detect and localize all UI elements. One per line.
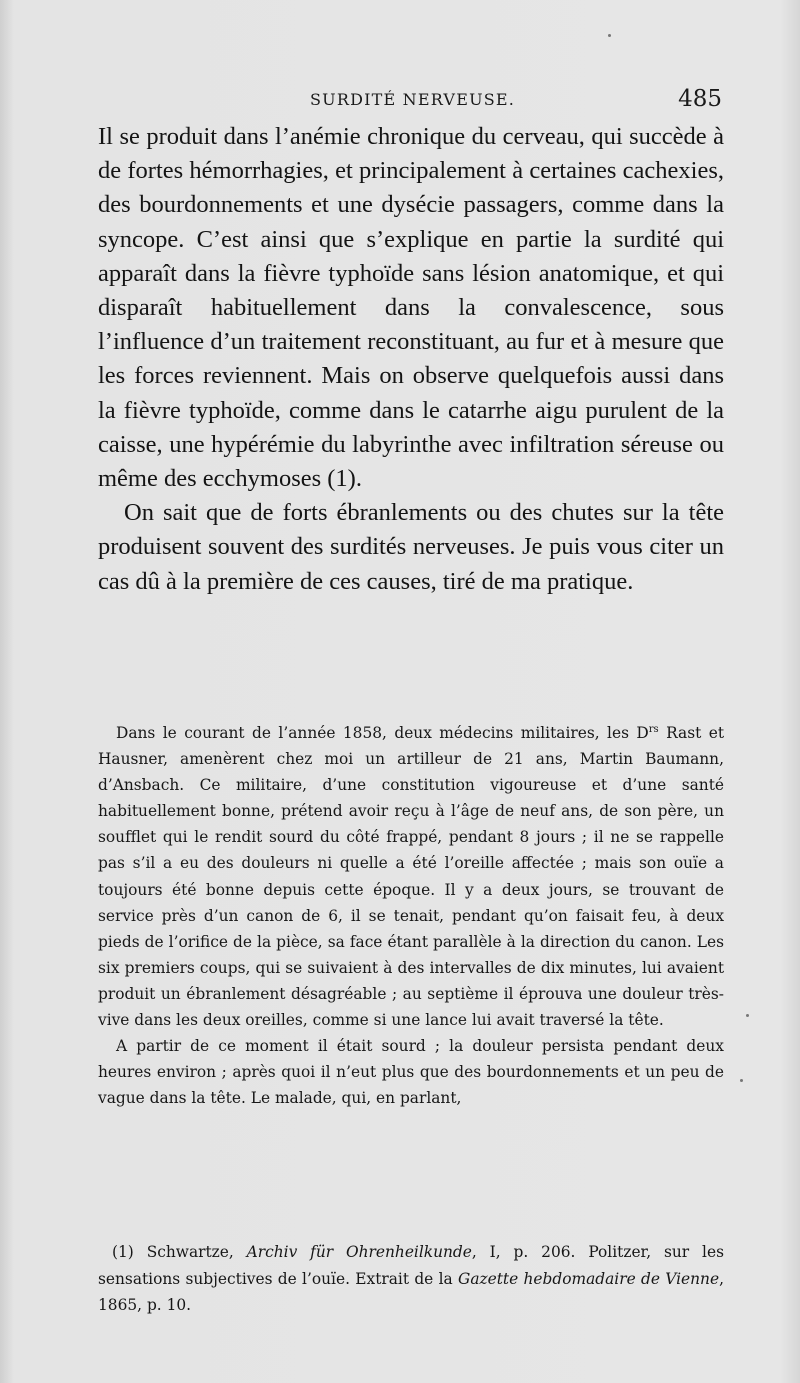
running-head xyxy=(98,86,724,116)
main-text xyxy=(98,120,724,599)
footnote-text xyxy=(98,1239,724,1319)
case-p1-rest: Rast et Hausner, amenèrent chez moi un artilleur de 21 ans, Martin Baumann, d’Ansbach. Ce militaire, d’une constitution vigoureuse et d’une santé habituellement bonne, prétend avoir reçu à l’âge de neuf ans, de son père, un soufflet qui le rendit sourd du côté frappé, pendant 8 jours ; il ne se rappelle pas s’il a eu des douleurs ni quelle a été l’oreille affectée ; mais son ouïe a toujours été bonne depuis cette époque. Il y a deux jours, se trouvant de service près d’un canon de 6, il se tenait, pendant qu’on faisait feu, à deux pieds de l’orifice de la pièce, sa face étant parallèle à la direction du canon. Les six premiers coups, qui se suivaient à des intervalles de dix minutes, lui avaient produit un ébranlement désagréable ; au septième il éprouva une douleur très-vive dans les deux oreilles, comme si une lance lui avait traversé la tête. xyxy=(98,724,724,1030)
case-report xyxy=(98,717,724,1111)
footnote-marker: (1) xyxy=(112,1243,134,1261)
running-title: SURDITÉ NERVEUSE. xyxy=(310,90,516,109)
case-p1-lead: Dans le courant de l’année 1858, deux médecins militaires, les D xyxy=(116,724,649,742)
footnote-end: , 1865, p. 10. xyxy=(98,1269,724,1314)
paragraph-anemia: Il se produit dans l’anémie chronique du cerveau, qui succède à de fortes hémorrhagies, et principalement à certaines cachexies, des bourdonnements et une dysécie passagers, comme dans la syncope. C’est ainsi que s’explique en partie la surdité qui apparaît dans la fièvre typhoïde sans lésion anatomique, et qui disparaît habituellement dans la convalescence, sous l’influence d’un traitement reconstituant, au fur et à mesure que les forces reviennent. Mais on observe quelquefois aussi dans la fièvre typhoïde, comme dans le catarrhe aigu purulent de la caisse, une hypérémie du labyrinthe avec infiltration séreuse ou même des ecchymoses (1). xyxy=(98,123,724,493)
case-paragraph-1 xyxy=(98,717,724,1033)
case-paragraph-2: A partir de ce moment il était sourd ; la douleur persista pendant deux heures environ ; après quoi il n’eut plus que des bourdonnements et un peu de vague dans la tête. Le malade, qui, en parlant, xyxy=(98,1037,724,1108)
case-p1-superscript: rs xyxy=(648,724,659,735)
paragraph-shocks: On sait que de forts ébranlements ou des chutes sur la tête produisent souvent des surdités nerveuses. Je puis vous citer un cas dû à la première de ces causes, tiré de ma pratique. xyxy=(98,499,724,595)
paper-speck xyxy=(740,1079,743,1082)
page-number: 485 xyxy=(678,86,722,112)
paper-speck xyxy=(608,34,611,37)
footnote xyxy=(98,1239,724,1319)
footnote-journal: Archiv für Ohrenheilkunde xyxy=(246,1243,472,1261)
footnote-mid: , I, p. 206. Politzer, sur les sensations subjectives de l’ouïe. Extrait de la xyxy=(98,1243,724,1288)
paper-speck xyxy=(746,1014,749,1017)
footnote-gazette: Gazette hebdomadaire de Vienne xyxy=(458,1269,720,1288)
footnote-author: Schwartze, xyxy=(133,1243,247,1261)
